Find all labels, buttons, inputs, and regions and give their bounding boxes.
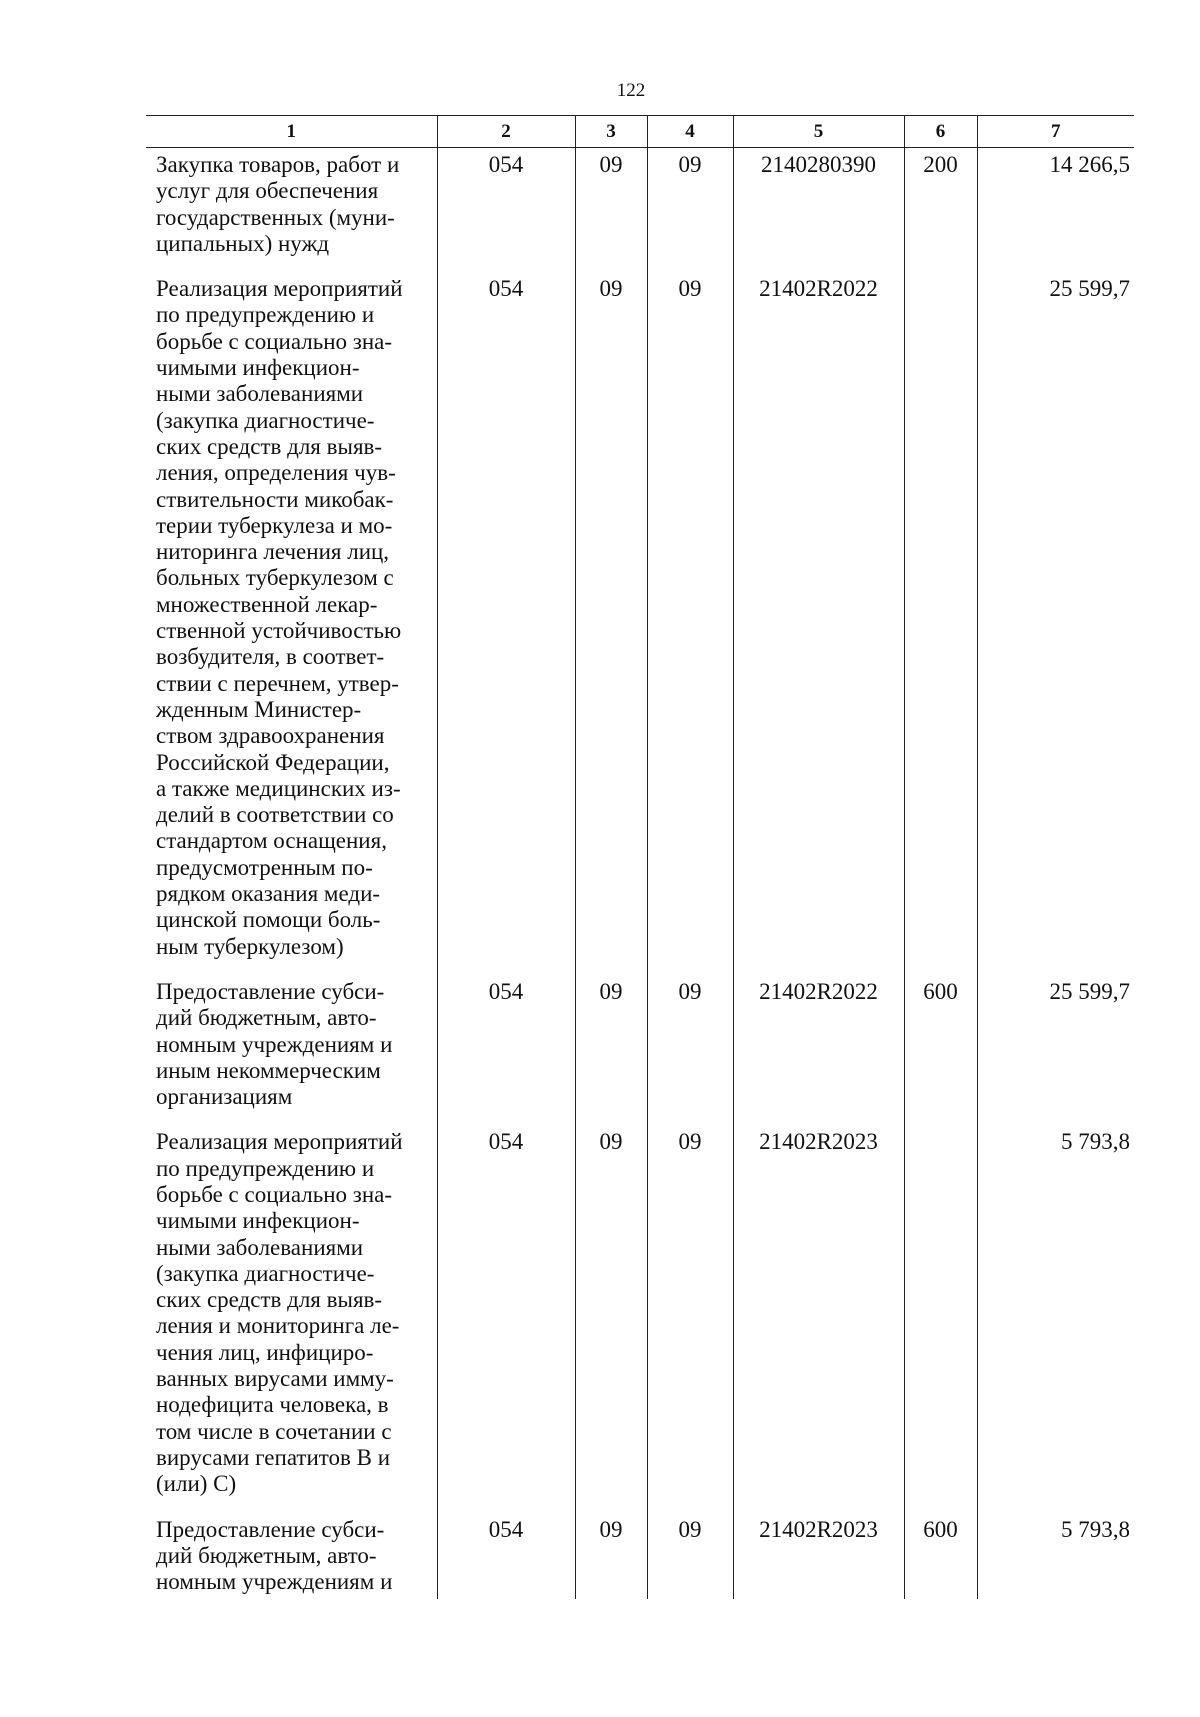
description-line: Реализация мероприятий: [156, 276, 403, 302]
row-code-expense-type: [904, 1125, 977, 1512]
description-line: организациям: [156, 1084, 293, 1110]
description-line: нодефицита человека, в: [156, 1392, 389, 1418]
row-code-expense-type: 600: [904, 975, 977, 1125]
description-line: ления и мониторинга ле-: [156, 1313, 400, 1339]
description-line: множественной лекар-: [156, 591, 378, 617]
description-line: иным некоммерческим: [156, 1057, 381, 1083]
description-line: номным учреждениям и: [156, 1569, 393, 1595]
description-line: ными заболеваниями: [156, 1234, 364, 1260]
column-header-2: 2: [437, 116, 575, 148]
row-description: [146, 975, 437, 1125]
table-body: [146, 148, 1134, 1600]
description-line: предусмотренным по-: [156, 854, 373, 880]
description-line: ления, определения чув-: [156, 460, 396, 486]
column-header-1: 1: [146, 116, 437, 148]
row-code-admin: 054: [437, 1513, 575, 1600]
description-line: ством здравоохранения: [156, 723, 385, 749]
row-code-subsection: 09: [647, 1513, 733, 1600]
description-line: том числе в сочетании с: [156, 1418, 392, 1444]
column-header-6: 6: [904, 116, 977, 148]
description-line: Российской Федерации,: [156, 749, 390, 775]
description-line: ванных вирусами имму-: [156, 1366, 394, 1392]
description-line: жденным Министер-: [156, 696, 362, 722]
table-row: [146, 272, 1134, 975]
description-line: возбудителя, в соответ-: [156, 644, 385, 670]
row-code-section: 09: [575, 1125, 647, 1512]
row-code-admin: 054: [437, 272, 575, 975]
column-header-4: 4: [647, 116, 733, 148]
row-code-admin: 054: [437, 148, 575, 273]
column-header-5: 5: [733, 116, 904, 148]
row-code-target: 2140280390: [733, 148, 904, 273]
description-line: ными заболеваниями: [156, 381, 364, 407]
description-line: ным туберкулезом): [156, 933, 344, 959]
header-row: [146, 116, 1134, 148]
row-code-subsection: 09: [647, 148, 733, 273]
column-header-7: 7: [977, 116, 1134, 148]
description-line: рядком оказания меди-: [156, 881, 381, 907]
row-code-subsection: 09: [647, 1125, 733, 1512]
row-code-section: 09: [575, 975, 647, 1125]
description-line: чения лиц, инфициро-: [156, 1339, 374, 1365]
column-header-3: 3: [575, 116, 647, 148]
table-row: [146, 1125, 1134, 1512]
row-code-expense-type: 600: [904, 1513, 977, 1600]
row-code-subsection: 09: [647, 975, 733, 1125]
description-line: Предоставление субси-: [156, 978, 385, 1004]
description-line: терии туберкулеза и мо-: [156, 512, 393, 538]
description-line: борьбе с социально зна-: [156, 328, 393, 354]
row-code-target: 21402R2023: [733, 1513, 904, 1600]
row-code-expense-type: 200: [904, 148, 977, 273]
row-code-section: 09: [575, 148, 647, 273]
description-line: ствии с перечнем, утвер-: [156, 670, 399, 696]
description-line: ниторинга лечения лиц,: [156, 539, 390, 565]
description-line: ственной устойчивостью: [156, 618, 402, 644]
description-line: стандартом оснащения,: [156, 828, 387, 854]
row-description: [146, 1125, 437, 1512]
description-line: государственных (муни-: [156, 204, 395, 230]
description-line: ствительности микобак-: [156, 486, 394, 512]
description-line: по предупреждению и: [156, 302, 375, 328]
row-amount: 25 599,7: [977, 272, 1134, 975]
description-line: больных туберкулезом с: [156, 565, 394, 591]
description-line: дий бюджетным, авто-: [156, 1005, 377, 1031]
description-line: чимыми инфекцион-: [156, 1208, 360, 1234]
row-code-target: 21402R2023: [733, 1125, 904, 1512]
description-line: делий в соответствии со: [156, 802, 394, 828]
row-code-target: 21402R2022: [733, 272, 904, 975]
description-line: номным учреждениям и: [156, 1031, 393, 1057]
budget-table: [146, 115, 1134, 1599]
description-line: (закупка диагностиче-: [156, 407, 375, 433]
description-line: цинской помощи боль-: [156, 907, 381, 933]
description-line: (или) С): [156, 1471, 237, 1497]
table-row: [146, 148, 1134, 273]
row-amount: 25 599,7: [977, 975, 1134, 1125]
description-line: Закупка товаров, работ и: [156, 152, 400, 177]
row-amount: 5 793,8: [977, 1125, 1134, 1512]
description-line: вирусами гепатитов В и: [156, 1444, 391, 1470]
description-line: услуг для обеспечения: [156, 178, 379, 204]
row-code-target: 21402R2022: [733, 975, 904, 1125]
page-number: 122: [616, 80, 646, 101]
description-line: по предупреждению и: [156, 1155, 375, 1181]
table-row: [146, 975, 1134, 1125]
row-description: [146, 1513, 437, 1600]
row-code-subsection: 09: [647, 272, 733, 975]
row-code-expense-type: [904, 272, 977, 975]
row-code-section: 09: [575, 1513, 647, 1600]
description-line: дий бюджетным, авто-: [156, 1542, 377, 1568]
description-line: Предоставление субси-: [156, 1516, 385, 1542]
description-line: чимыми инфекцион-: [156, 355, 360, 381]
description-line: борьбе с социально зна-: [156, 1181, 393, 1207]
row-code-section: 09: [575, 272, 647, 975]
description-line: ципальных) нужд: [156, 230, 330, 256]
row-amount: 5 793,8: [977, 1513, 1134, 1600]
table-header: [146, 116, 1134, 148]
description-line: ских средств для выяв-: [156, 1287, 383, 1313]
description-line: ских средств для выяв-: [156, 433, 383, 459]
table-row: [146, 1513, 1134, 1600]
row-description: [146, 148, 437, 273]
row-code-admin: 054: [437, 975, 575, 1125]
row-code-admin: 054: [437, 1125, 575, 1512]
row-amount: 14 266,5: [977, 148, 1134, 273]
description-line: (закупка диагностиче-: [156, 1260, 375, 1286]
row-description: [146, 272, 437, 975]
description-line: а также медицинских из-: [156, 775, 401, 801]
description-line: Реализация мероприятий: [156, 1129, 403, 1155]
